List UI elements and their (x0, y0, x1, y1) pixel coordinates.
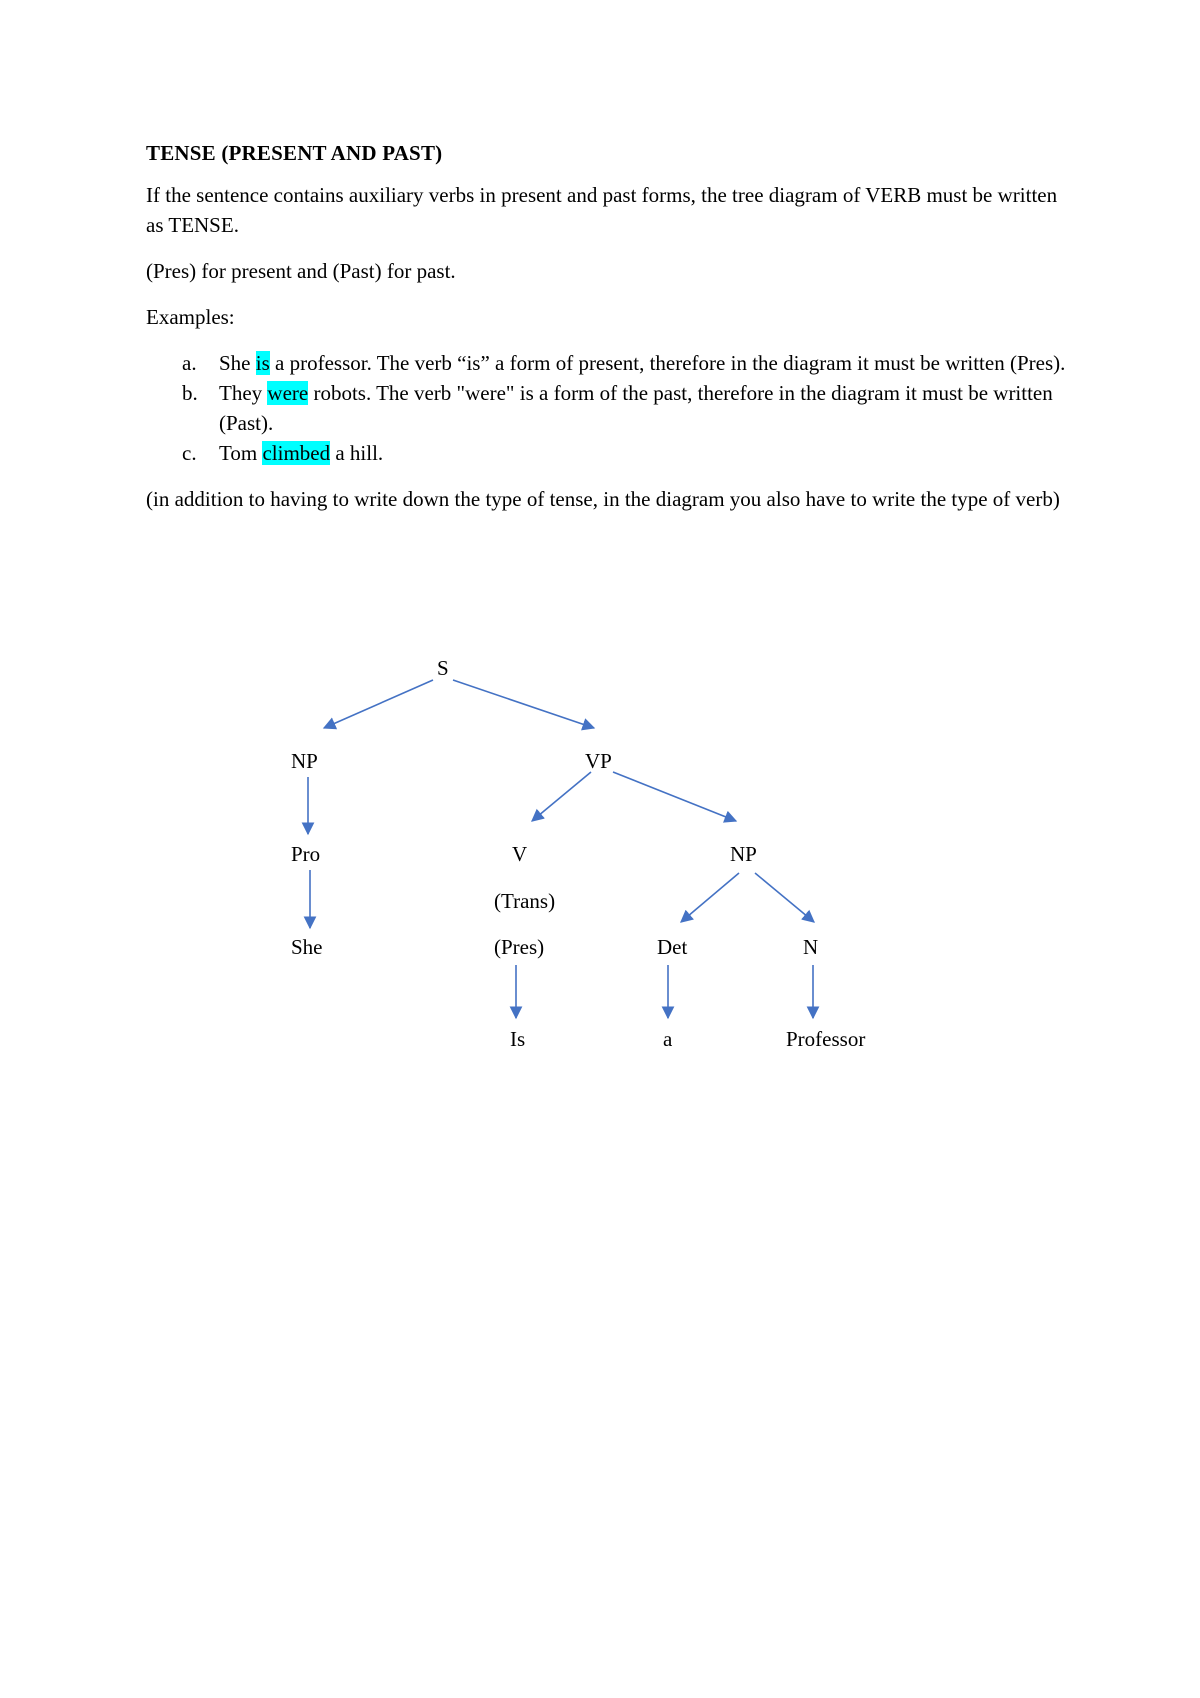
intro-paragraph: If the sentence contains auxiliary verbs in present and past forms, the tree diagram of VERB must be written as TENSE. (146, 183, 1058, 237)
example-text-after: a professor. The verb “is” a form of present, therefore in the diagram it must be written (Pres). (269, 351, 1066, 375)
example-text-before: She (219, 351, 256, 375)
example-marker: a. (182, 351, 197, 375)
edge-vp-to-v (532, 772, 591, 821)
closing-note: (in addition to having to write down the type of tense, in the diagram you also have to write the type of verb) (146, 487, 1060, 511)
node-a: a (663, 1027, 673, 1051)
node-is: Is (510, 1027, 526, 1051)
highlighted-verb: is (255, 351, 270, 375)
node-vp: VP (585, 749, 612, 773)
node-pres: (Pres) (494, 935, 545, 959)
edge-s-to-vp (453, 680, 594, 728)
example-text-before: Tom (219, 441, 263, 465)
node-she: She (291, 935, 323, 959)
edge-vp-to-np (613, 772, 736, 821)
example-marker: c. (182, 441, 197, 465)
example-text-before: They (219, 381, 268, 405)
node-det: Det (657, 935, 688, 959)
node-n: N (803, 935, 819, 959)
example-marker: b. (182, 381, 198, 405)
node-v: V (512, 842, 528, 866)
example-text-after: a hill. (330, 441, 384, 465)
node-professor: Professor (786, 1027, 866, 1051)
node-pro: Pro (291, 842, 321, 866)
highlighted-verb: climbed (262, 441, 331, 465)
edge-np-to-det (681, 873, 739, 922)
document-heading: TENSE (PRESENT AND PAST) (146, 141, 443, 165)
edge-np-to-n (755, 873, 814, 922)
example-text-after: robots. The verb "were" is a form of the past, therefore in the diagram it must be written (Past). (219, 381, 1053, 435)
node-trans: (Trans) (494, 889, 556, 913)
highlighted-verb: were (267, 381, 309, 405)
pres-past-note: (Pres) for present and (Past) for past. (146, 259, 456, 283)
node-np-subject: NP (291, 749, 318, 773)
node-np-object: NP (730, 842, 757, 866)
edge-s-to-np (324, 680, 433, 728)
node-s: S (437, 656, 449, 680)
examples-label: Examples: (146, 305, 235, 329)
